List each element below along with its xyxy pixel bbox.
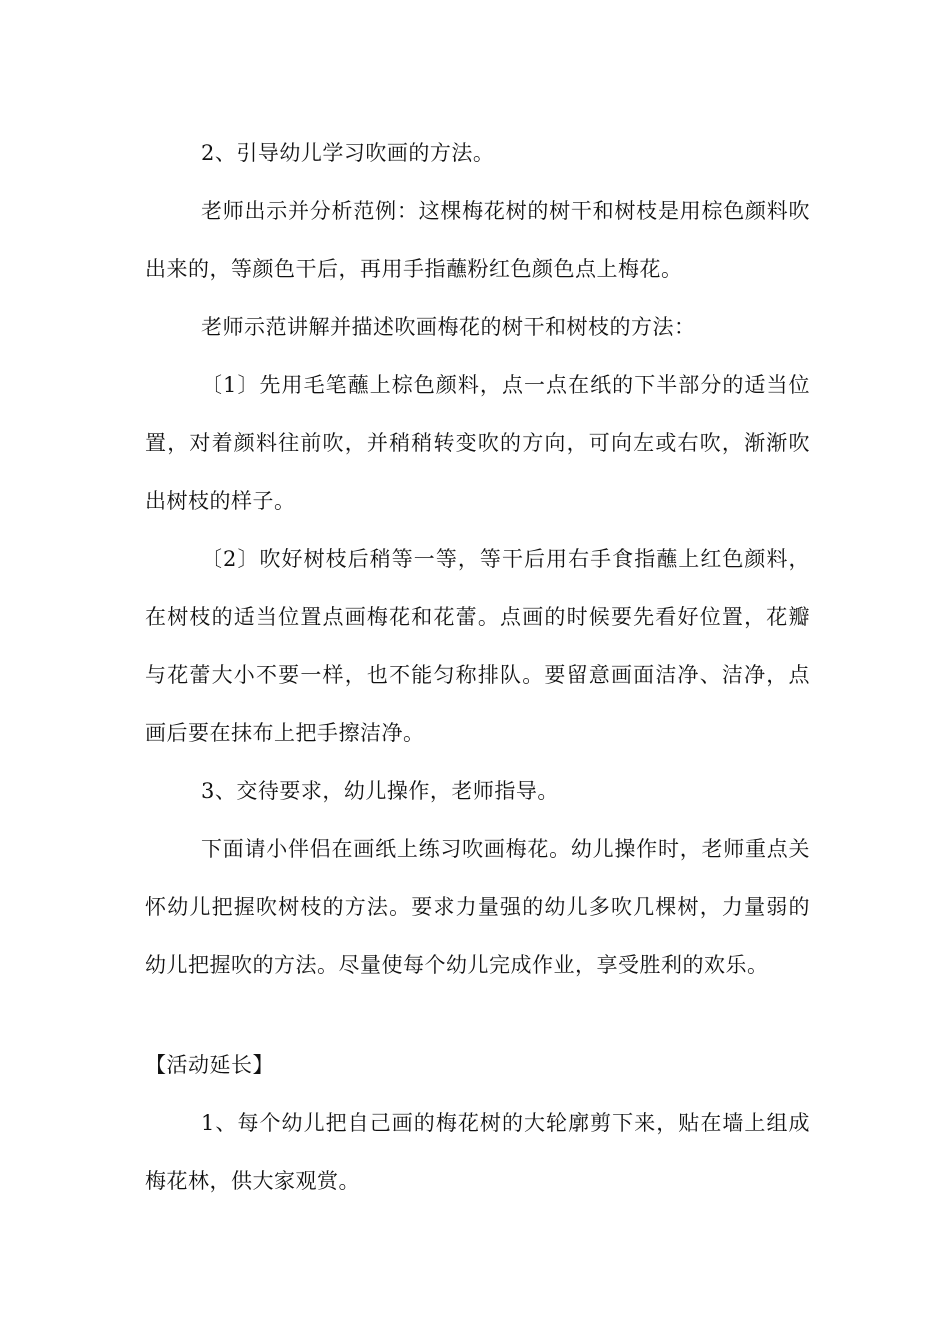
paragraph-example-analysis: 老师出示并分析范例：这棵梅花树的树干和树枝是用棕色颜料吹出来的，等颜色干后，再用手指蘸粉红色颜色点上梅花。: [145, 199, 810, 281]
paragraph-step-2-heading: 2、引导幼儿学习吹画的方法。: [201, 141, 495, 165]
paragraph-step-3-heading: 3、交待要求，幼儿操作，老师指导。: [201, 779, 559, 803]
paragraph-extension-1: 1、每个幼儿把自己画的梅花树的大轮廓剪下来，贴在墙上组成梅花林，供大家观赏。: [145, 1111, 810, 1193]
paragraph-demo-intro: 老师示范讲解并描述吹画梅花的树干和树枝的方法：: [201, 315, 696, 339]
paragraph-step-2-detail: 〔2〕吹好树枝后稍等一等，等干后用右手食指蘸上红色颜料，在树枝的适当位置点画梅花和花蕾。点画的时候要先看好位置，花瓣与花蕾大小不要一样，也不能匀称排队。要留意画面洁净、洁净，点画后要在抹布上把手擦洁净。: [145, 547, 810, 745]
paragraph-practice: 下面请小伴侣在画纸上练习吹画梅花。幼儿操作时，老师重点关怀幼儿把握吹树枝的方法。要求力量强的幼儿多吹几棵树，力量弱的幼儿把握吹的方法。尽量使每个幼儿完成作业，享受胜利的欢乐。: [145, 837, 810, 977]
paragraph-step-1-detail: 〔1〕先用毛笔蘸上棕色颜料，点一点在纸的下半部分的适当位置，对着颜料往前吹，并稍稍转变吹的方向，可向左或右吹，渐渐吹出树枝的样子。: [145, 373, 810, 513]
section-heading-activity-extension: 【活动延长】: [145, 1053, 274, 1077]
